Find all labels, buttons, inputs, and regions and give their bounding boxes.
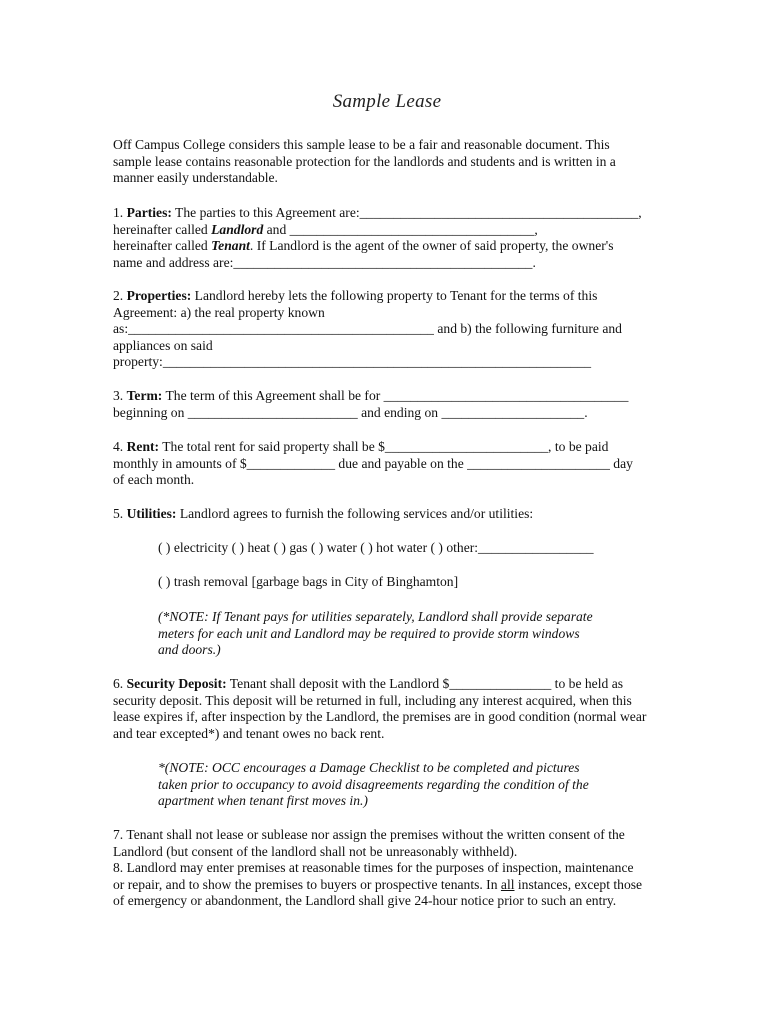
parties-text: . If Landlord is the agent of the owner of said property, the owner's: [249, 238, 614, 254]
note-line: (*NOTE: If Tenant pays for utilities separately, Landlord shall provide separate: [158, 609, 593, 624]
note-line: and doors.): [158, 642, 221, 658]
section-heading: Utilities:: [126, 506, 177, 521]
landlord-term: Landlord: [211, 221, 264, 237]
parties-text: hereinafter called: [113, 221, 212, 237]
deposit-text: Tenant shall deposit with the Landlord $_______________ to be held as: [226, 676, 624, 691]
parties-text: and ____________________________________,: [263, 221, 538, 237]
sublease-line: Landlord (but consent of the landlord shall not be unreasonably withheld).: [113, 843, 518, 859]
section-heading: Security Deposit:: [126, 676, 227, 691]
note-line: *(NOTE: OCC encourages a Damage Checklist to be completed and pictures: [158, 760, 580, 775]
term-text: The term of this Agreement shall be for ____________________________________: [162, 388, 629, 403]
rent-text: The total rent for said property shall be $________________________, to be paid: [159, 439, 609, 454]
note-line: apartment when tenant first moves in.): [158, 793, 368, 809]
section-utilities: [113, 506, 661, 523]
parties-line: [113, 238, 661, 255]
tenant-term: Tenant: [211, 238, 250, 254]
document-title: Sample Lease: [332, 91, 442, 112]
entry-text: or repair, and to show the premises to buyers or prospective tenants. In: [113, 876, 501, 892]
properties-line: as:_____________________________________________ and b) the following furniture and: [113, 321, 622, 337]
properties-line: property:_______________________________________________________________: [113, 354, 592, 370]
rent-line: [113, 439, 661, 456]
rent-line: monthly in amounts of $_____________ due and payable on the _____________________ day: [113, 455, 633, 471]
deposit-line: and tear excepted*) and tenant owes no back rent.: [113, 725, 385, 741]
section-properties: [113, 288, 661, 371]
section-sublease: [113, 827, 661, 910]
section-number: 4.: [113, 439, 127, 454]
section-parties: [113, 205, 661, 271]
term-line: [113, 388, 661, 405]
utilities-note: [158, 609, 628, 659]
intro-line: Off Campus College considers this sample lease to be a fair and reasonable document. This: [113, 137, 610, 152]
rent-line: of each month.: [113, 472, 195, 488]
section-security-deposit: [113, 676, 661, 742]
section-number: 6.: [113, 676, 127, 691]
section-heading: Parties:: [126, 205, 172, 220]
sublease-line: 7. Tenant shall not lease or sublease nor assign the premises without the written consent of the: [113, 827, 625, 842]
deposit-line: [113, 676, 661, 693]
entry-text: instances, except those: [514, 876, 643, 892]
section-rent: [113, 439, 661, 489]
term-line: beginning on _________________________ and ending on _____________________.: [113, 404, 588, 420]
properties-line: Agreement: a) the real property known: [113, 304, 325, 320]
section-heading: Rent:: [126, 439, 160, 454]
entry-line: [113, 877, 661, 894]
deposit-note: [158, 760, 628, 810]
utilities-options: ( ) electricity ( ) heat ( ) gas ( ) water ( ) hot water ( ) other:_________________: [158, 540, 594, 555]
all-underlined: all: [500, 876, 515, 892]
note-line: meters for each unit and Landlord may be required to provide storm windows: [158, 625, 580, 641]
section-number: 2.: [113, 288, 127, 303]
section-heading: Term:: [126, 388, 163, 403]
section-heading: Properties:: [126, 288, 192, 303]
deposit-line: lease expires if, after inspection by the Landlord, the premises are in good condition (normal wear: [113, 709, 647, 725]
section-number: 5.: [113, 506, 127, 521]
trash-option: ( ) trash removal [garbage bags in City of Binghamton]: [158, 574, 459, 589]
deposit-line: security deposit. This deposit will be returned in full, including any interest acquired, when this: [113, 692, 632, 708]
parties-text: The parties to this Agreement are:_________________________________________,: [171, 205, 642, 220]
properties-line: [113, 288, 661, 305]
parties-text: hereinafter called: [113, 238, 212, 254]
section-term: [113, 388, 661, 421]
note-line: taken prior to occupancy to avoid disagreements regarding the condition of the: [158, 776, 589, 792]
intro-line: sample lease contains reasonable protection for the landlords and students and is written in a: [113, 153, 616, 169]
entry-line: of emergency or abandonment, the Landlord shall give 24-hour notice prior to such an entry.: [113, 893, 617, 909]
section-number: 3.: [113, 388, 127, 403]
intro-line: manner easily understandable.: [113, 170, 278, 186]
properties-line: appliances on said: [113, 337, 213, 353]
properties-text: Landlord hereby lets the following property to Tenant for the terms of this: [191, 288, 598, 303]
parties-line: [113, 205, 661, 222]
section-number: 1.: [113, 205, 127, 220]
intro-paragraph: [113, 137, 661, 187]
utilities-line: [113, 506, 661, 523]
parties-line: name and address are:____________________________________________.: [113, 254, 536, 270]
utilities-text: Landlord agrees to furnish the following services and/or utilities:: [176, 506, 534, 521]
entry-line: 8. Landlord may enter premises at reasonable times for the purposes of inspection, maintenance: [113, 860, 634, 876]
parties-line: [113, 222, 661, 239]
